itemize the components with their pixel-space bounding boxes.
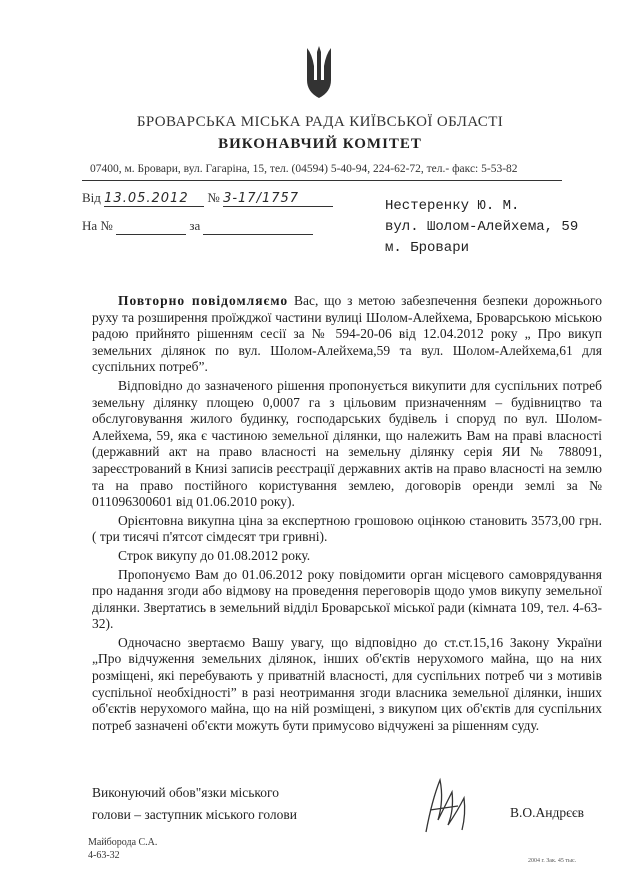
incoming-reference — [82, 218, 313, 235]
signatory-position — [92, 782, 297, 826]
paragraph-2: Відповідно до зазначеного рішення пропонується викупити для суспільних потреб земельну ділянку площею 0,0007 га з цільовим призначенням – будівництво та обслуговування жилого будинку, господарських будівель і споруд по вул. Шолом-Алейхема, 59, яка є частиною земельної ділянки, що належить Вам на праві власності (державний акт на право власності на земельну ділянку серія ЯИ № 788091, зареєстрований в Книзі записів реєстрації державних актів на право власності на землю та на право постійного користування землею, договорів оренди землі за № 011096300601 від 01.06.2010 року). — [92, 377, 602, 510]
outgoing-reference — [82, 190, 333, 207]
letter-body — [92, 293, 602, 736]
re-number-line — [116, 218, 186, 235]
addressee-city: м. Бровари — [385, 240, 470, 256]
paragraph-1 — [92, 293, 602, 376]
re-date-line — [203, 218, 313, 235]
paragraph-1-lead: Повторно повідомляємо — [118, 293, 289, 308]
addressee-block — [385, 196, 578, 259]
from-label: Від — [82, 190, 101, 205]
org-name: БРОВАРСЬКА МІСЬКА РАДА КИЇВСЬКОЇ ОБЛАСТІ — [136, 114, 504, 130]
print-stamp: 2004 г. Зак. 45 тыс. — [528, 858, 577, 864]
handwritten-signature — [418, 770, 478, 840]
from-date: 13.05.2012 — [104, 191, 204, 207]
trident-emblem-icon — [304, 42, 334, 102]
paragraph-5: Пропонуємо Вам до 01.06.2012 року повідомити орган місцевого самоврядування про надання згоди або відмову на проведення переговорів щодо умов викупу земельної ділянки. Звертатись в земельний відділ Броварської міської ради (кімната 109, тел. 4-63-32). — [92, 566, 602, 632]
paragraph-1-text: Вас, що з метою забезпечення безпеки дорожнього руху та розширення проїжджої частини вулиці Шолом-Алейхема, Броварською міською радою прийнято рішенням сесії за № 594-20-06 від 12.04.2012 року „ Про викуп земельних ділянок по вул. Шолом-Алейхема,59 та вул. Шолом-Алейхема,61 для суспільних потреб”. — [92, 293, 602, 375]
paragraph-4: Строк викупу до 01.08.2012 року. — [118, 547, 311, 563]
header-divider — [82, 180, 562, 181]
paragraph-6: Одночасно звертаємо Вашу увагу, що відповідно до ст.ст.15,16 Закону України „Про відчуження земельних ділянок, інших об'єктів нерухомого майна, що на них розміщені, які перебувають у приватній власності, для суспільних потреб чи з мотивів суспільної необхідності” в разі неотримання згоди власника земельної ділянки, інших об'єктів нерухомого майна, що на ній розміщені, з викупом цих об'єктів для суспільних потреб зазначені об'єкти можуть бути примусово відчужені за рішенням суду. — [92, 634, 602, 733]
position-line-2: голови – заступник міського голови — [92, 807, 298, 822]
re-date-label: за — [189, 218, 201, 233]
addressee-name: Нестеренку Ю. М. — [385, 198, 520, 214]
re-label: На № — [82, 218, 113, 233]
committee-title: ВИКОНАВЧИЙ КОМІТЕТ — [218, 136, 422, 152]
executor-name: Майборода С.А. — [88, 837, 158, 848]
org-address: 07400, м. Бровари, вул. Гагаріна, 15, тел. (04594) 5-40-94, 224-62-72, тел.- факс: 5-53-82 — [90, 163, 518, 175]
paragraph-3: Орієнтовна викупна ціна за експертною грошовою оцінкою становить 3573,00 грн. ( три тисячі п'ятсот сімдесят три гривні). — [92, 512, 602, 545]
outgoing-number: 3-17/1757 — [223, 191, 333, 207]
position-line-1: Виконуючий обов"язки міського — [92, 785, 279, 800]
executor-block — [88, 836, 157, 862]
addressee-street: вул. Шолом-Алейхема, 59 — [385, 219, 579, 235]
executor-phone: 4-63-32 — [88, 850, 120, 861]
signatory-name: В.О.Андрєєв — [510, 805, 585, 820]
number-label: № — [207, 190, 220, 205]
